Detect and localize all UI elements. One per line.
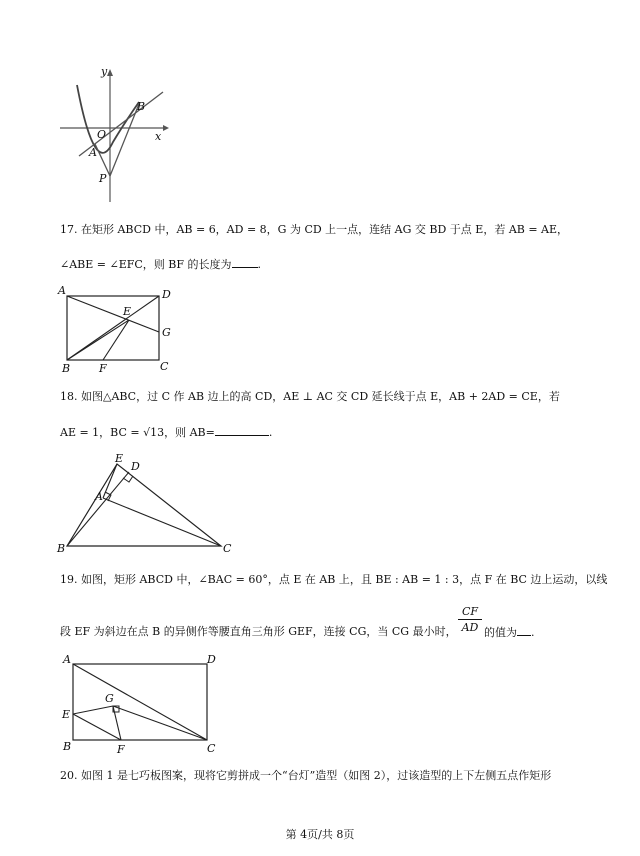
q17-line2 [60,256,261,273]
label-O: O [97,128,107,141]
segment-EF [73,714,121,740]
label-A: A [63,653,71,666]
segment-BE [67,320,129,360]
label-C: C [207,742,216,755]
label-D: D [131,460,140,473]
label-G: G [162,326,171,339]
q18-line1: 18. 如图△ABC，过 C 作 AB 边上的高 CD，AE ⊥ AC 交 CD 延长线于点 E，AB + 2AD = CE，若 [60,390,560,403]
x-axis-arrow [163,125,169,131]
q19-fraction-numerator: CF [458,604,482,620]
parabola [77,85,139,153]
q17-line2-end: . [257,258,261,271]
q19-line2-end-text: 的值为 [484,626,517,639]
label-A: A [58,284,66,297]
figure-q16-graph [55,60,175,210]
label-B: B [57,542,66,555]
segment-AG [67,296,159,332]
segment-EA [103,464,117,498]
page-footer: 第 4页/共 8页 [285,828,355,841]
label-G: G [105,692,114,705]
label-E: E [123,305,132,318]
y-axis-arrow [107,69,113,76]
q18-answer-blank[interactable] [215,424,269,436]
segment-GC [113,706,207,740]
q17-answer-blank[interactable] [232,256,258,268]
label-P: P [99,172,107,185]
label-B: B [63,740,72,753]
q17-line1: 17. 在矩形 ABCD 中，AB = 6，AD = 8，G 为 CD 上一点，连结 AG 交 BD 于点 E，若 AB = AE， [60,223,569,236]
q17-line2-text: ∠ABE = ∠EFC，则 BF 的长度为 [60,258,232,271]
q18-line2-end: . [268,426,273,439]
q19-fraction-denominator: AD [461,621,479,634]
label-D: D [162,288,171,301]
label-B: B [137,100,146,113]
label-A: A [95,490,103,503]
diagonal-AC [73,664,207,740]
label-E: E [115,452,124,465]
triangle-ABC [67,464,221,546]
q18-line2-text: AE = 1，BC = √13，则 AB= [60,426,215,439]
q18-line2 [60,424,272,441]
q20-line1: 20. 如图 1 是七巧板图案，现将它剪拼成一个“台灯”造型（如图 2），过该造型的上下左侧五点作矩形 [60,769,552,782]
q19-fraction [458,604,482,635]
label-C: C [160,360,169,373]
segment-AC [103,498,221,546]
q19-answer-blank[interactable] [517,624,531,636]
label-y: y [101,65,108,78]
label-F: F [99,362,107,375]
figure-q19-rectangle [55,650,235,756]
label-C: C [223,542,232,555]
label-F: F [117,743,125,756]
q19-line2-end [484,624,535,641]
figure-q18-triangle [55,450,245,560]
segment-EG [73,706,113,714]
q19-line1: 19. 如图，矩形 ABCD 中，∠BAC = 60°，点 E 在 AB 上，且 BE : AB = 1 : 3，点 F 在 BC 边上运动，以线 [60,573,608,586]
label-A: A [89,146,97,159]
diagonal-BD [67,296,159,360]
segment-BD [67,472,129,546]
label-x: x [155,130,162,143]
label-B: B [62,362,71,375]
segment-GF [113,706,121,740]
label-D: D [207,653,216,666]
figure-q17-rectangle [55,284,185,376]
label-E: E [62,708,71,721]
q19-line2: 段 EF 为斜边在点 B 的异侧作等腰直角三角形 GEF，连接 CG，当 CG 最小时， [60,625,457,638]
q19-line2-tail: . [531,626,535,639]
